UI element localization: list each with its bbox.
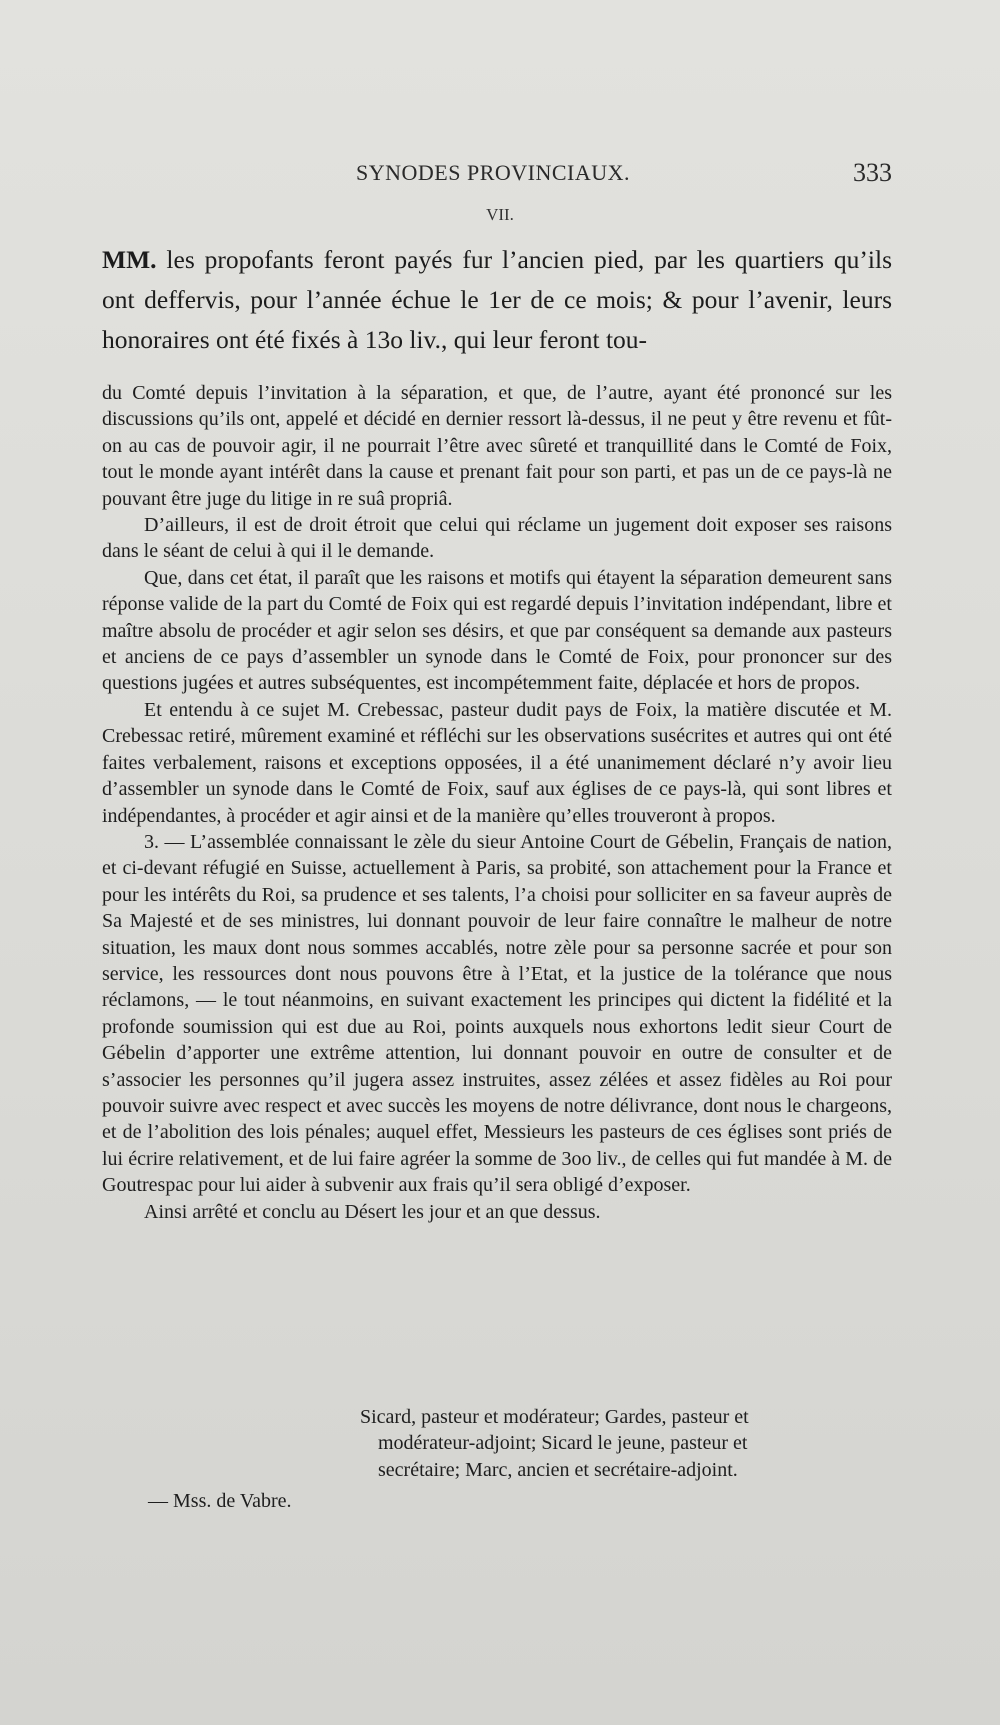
paragraph-lead: MM. xyxy=(102,245,157,274)
closing-paragraph: Ainsi arrêté et conclu au Désert les jour et an que dessus. xyxy=(144,1200,601,1223)
signature-line: modérateur-adjoint; Sicard le jeune, pasteur et xyxy=(378,1432,748,1455)
page-number: 333 xyxy=(853,158,892,187)
section-number: VII. xyxy=(486,205,514,224)
upper-paragraph xyxy=(102,240,892,360)
paragraph: Et entendu à ce sujet M. Crebessac, pasteur dudit pays de Foix, la matière discutée et M. Crebessac retiré, mûrement examiné et réfléchi sur les observations susécrites et autres qui ont été faites verbalement, raisons et exceptions opposées, il a été unanimement déclaré n’y avoir lieu d’assembler un synode dans le Comté de Foix, sauf aux églises de ce pays-là, qui sont libres et indépendantes, à procéder et agir ainsi et de la manière qu’elles trouveront à propos. xyxy=(102,698,892,827)
main-text xyxy=(102,380,892,1225)
upper-paragraph-text: les propofants feront payés fur l’ancien pied, par les quartiers qu’ils ont deffervis, pour l’année échue le 1er de ce mois; & pour l’avenir, leurs honoraires ont été fixés à 13o liv., qui leur feront tou- xyxy=(102,245,892,354)
running-head xyxy=(102,152,892,192)
paragraph: Que, dans cet état, il paraît que les raisons et motifs qui étayent la séparation demeurent sans réponse valide de la part du Comté de Foix qui est regardé depuis l’invitation indépendant, libre et maître absolu de procéder et agir selon ses désirs, et que par conséquent sa demande aux pasteurs et anciens de ce pays d’assembler un synode dans le Comté de Foix, pour prononcer sur des questions jugées et autres subséquentes, est incompétemment faite, déplacée et hors de propos. xyxy=(102,566,892,695)
paragraph-continuation: du Comté depuis l’invitation à la séparation, et que, de l’autre, ayant été prononcé sur les discussions qu’ils ont, appelé et décidé en dernier ressort là-dessus, il ne peut y être revenu et fût-on au cas de pouvoir agir, il ne pourrait l’être avec sûreté et tranquillité dans le Comté de Foix, tout le monde ayant intérêt dans la cause et prenant fait pour son parti, et pas un de ce pays-là ne pouvant être juge du litige in re suâ propriâ. xyxy=(102,382,892,510)
source-note: — Mss. de Vabre. xyxy=(148,1490,292,1512)
signatures xyxy=(360,1404,880,1483)
signature-line: Sicard, pasteur et modérateur; Gardes, pasteur et xyxy=(360,1406,749,1428)
signature-line: secrétaire; Marc, ancien et secrétaire-adjoint. xyxy=(378,1458,738,1481)
paragraph-article-3: 3. — L’assemblée connaissant le zèle du sieur Antoine Court de Gébelin, Français de nation, et ci-devant réfugié en Suisse, actuellement à Paris, sa probité, son attachement pour la France et pour les intérêts du Roi, sa prudence et ses talents, l’a choisi pour solliciter en sa faveur auprès de Sa Majesté et de ses ministres, lui donnant pouvoir de leur faire connaître le malheur de notre situation, les maux dont nous sommes accablés, notre zèle pour sa personne sacrée et pour son service, les ressources dont nous pouvons être à l’Etat, et la justice de la tolérance que nous réclamons, — le tout néanmoins, en suivant exactement les principes qui dictent la fidélité et la profonde soumission qui est due au Roi, points auxquels nous exhortons ledit sieur Court de Gébelin d’apporter une extrême attention, lui donnant pouvoir en outre de consulter et de s’associer les personnes qu’il jugera assez instruites, assez zélées et assez fidèles au Roi pour pouvoir suivre avec respect et avec succès les moyens de notre délivrance, dont nous le chargeons, et de l’abolition des lois pénales; auquel effet, Messieurs les pasteurs de ces églises sont priés de lui écrire relativement, et de lui faire agréer la somme de 3oo liv., de celles qui fut mandée à M. de Goutrespac pour lui aider à subvenir aux frais qu’il sera obligé d’exposer. xyxy=(102,830,892,1197)
paragraph: D’ailleurs, il est de droit étroit que celui qui réclame un jugement doit exposer ses raisons dans le séant de celui à qui il le demande. xyxy=(102,514,892,563)
running-head-title: SYNODES PROVINCIAUX. xyxy=(356,160,631,185)
bleed-through-paragraph xyxy=(102,240,892,360)
